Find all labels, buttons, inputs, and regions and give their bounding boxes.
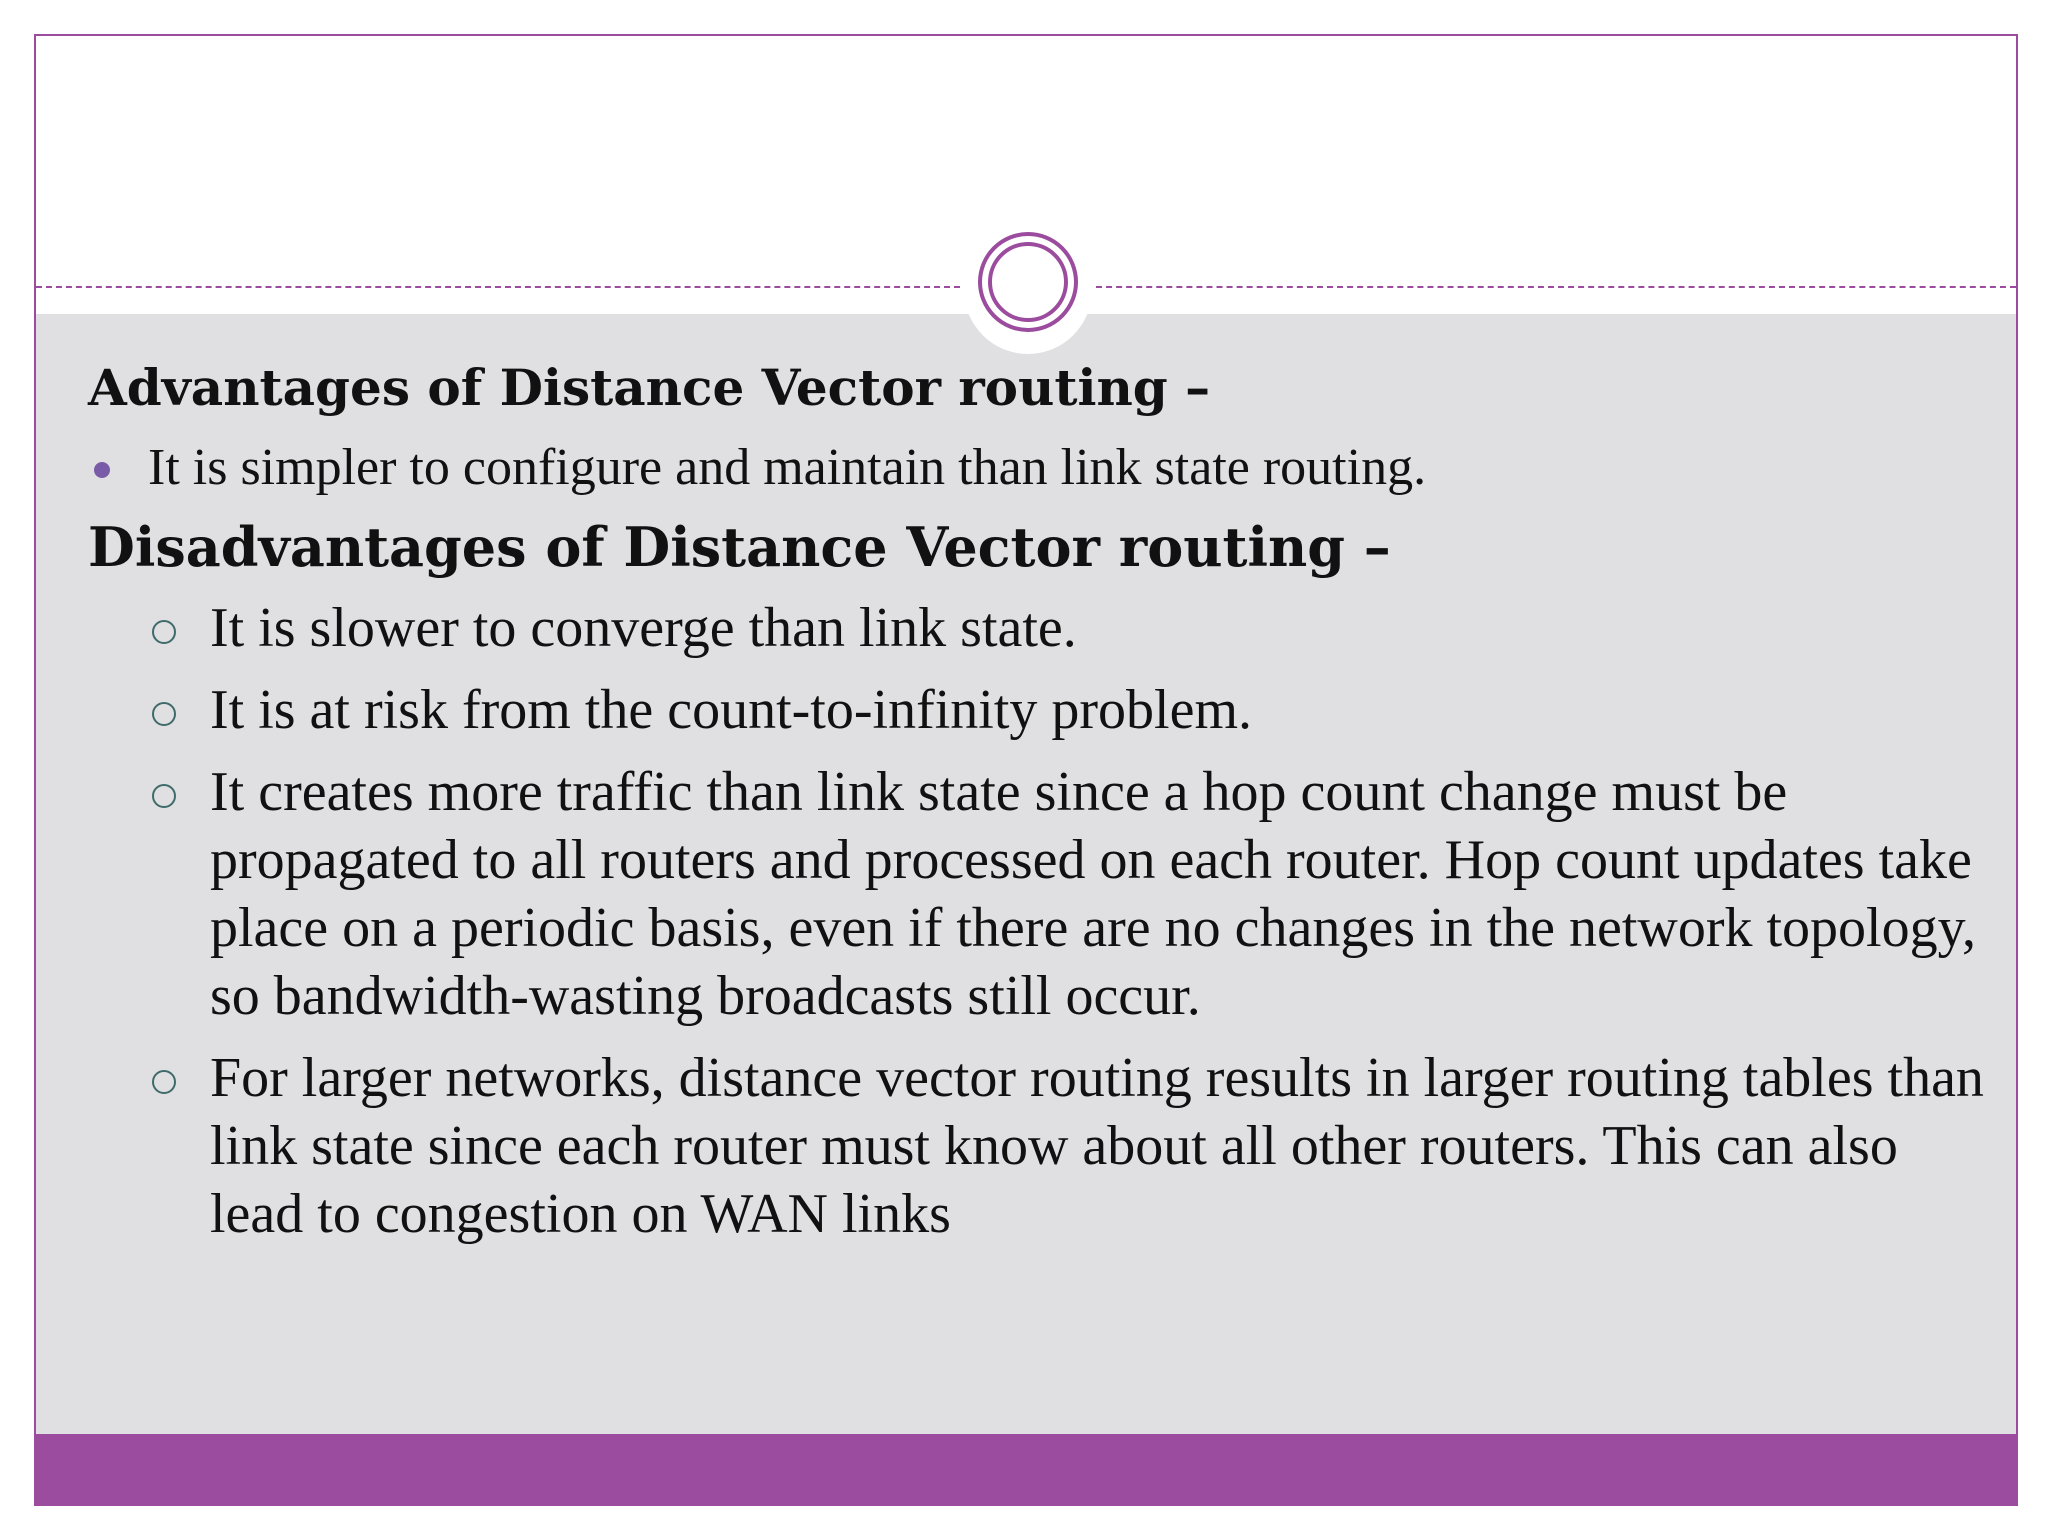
advantage-item-text: It is simpler to configure and maintain than link state routing.: [148, 439, 1427, 496]
disadvantages-list: [88, 594, 1988, 1248]
disadvantage-item: [88, 594, 1988, 662]
advantages-heading: Advantages of Distance Vector routing –: [88, 358, 1211, 417]
hollow-circle-bullet-icon: [152, 1070, 176, 1094]
disadvantage-item-text: It is slower to converge than link state.: [210, 597, 1077, 659]
disadvantage-item-text: It is at risk from the count-to-infinity problem.: [210, 679, 1253, 741]
header-divider-left: [36, 286, 960, 288]
disadvantages-heading: Disadvantages of Distance Vector routing –: [88, 515, 1391, 579]
circle-ornament-inner-ring: [988, 242, 1068, 322]
hollow-circle-bullet-icon: [152, 784, 176, 808]
disadvantage-item: [88, 758, 1988, 1030]
advantage-item: [88, 434, 1988, 502]
disadvantage-item-text: It creates more traffic than link state since a hop count change must be propagated to all routers and processed on each router. Hop count updates take place on a periodic basis, even if there are no changes in the network topology, so bandwidth-wasting broadcasts still occur.: [210, 761, 1976, 1027]
header-divider-right: [1096, 286, 2016, 288]
disadvantage-item: [88, 676, 1988, 744]
footer-bar: [36, 1434, 2016, 1504]
hollow-circle-bullet-icon: [152, 702, 176, 726]
slide-body: [88, 356, 1988, 1262]
disadvantage-item-text: For larger networks, distance vector routing results in larger routing tables than link state since each router must know about all other routers. This can also lead to congestion on WAN links: [210, 1047, 1984, 1245]
filled-dot-bullet-icon: [94, 462, 110, 478]
slide: [34, 34, 2018, 1506]
hollow-circle-bullet-icon: [152, 620, 176, 644]
disadvantage-item: [88, 1044, 1988, 1248]
